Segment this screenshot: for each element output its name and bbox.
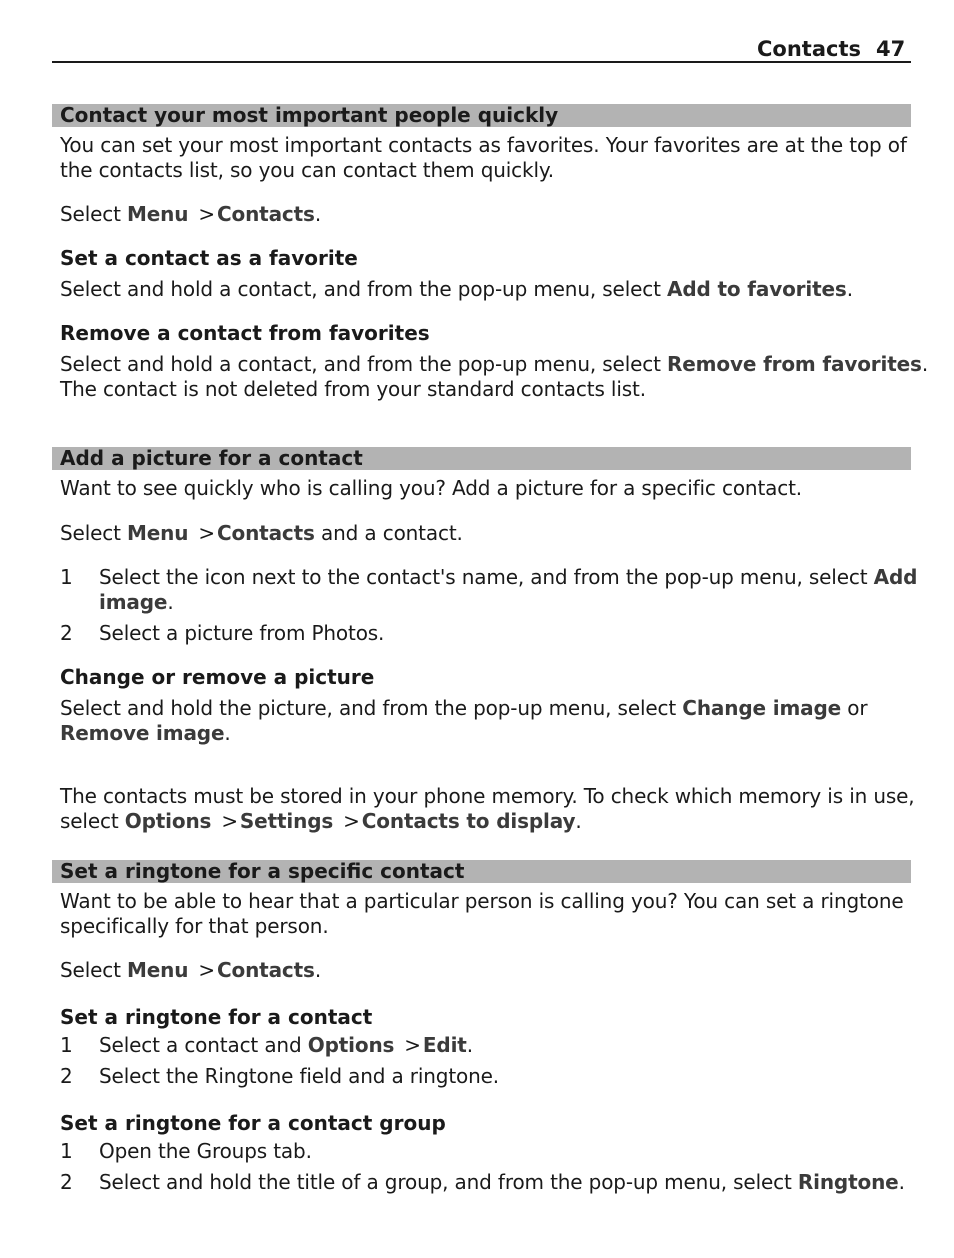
section-title: Set a ringtone for a specific contact: [60, 859, 465, 883]
section-title: Contact your most important people quickly: [60, 103, 559, 127]
paragraph-line: the contacts list, so you can contact them quickly.: [60, 158, 554, 182]
subheading-ringtone-group: Set a ringtone for a contact group: [60, 1111, 446, 1135]
paragraph-line: Select and hold the picture, and from the pop-up menu, select Change image or: [60, 696, 868, 720]
step-text: Select and hold the title of a group, and from the pop-up menu, select Ringtone.: [99, 1170, 905, 1194]
options-label: Options: [124, 809, 212, 833]
menu-label: Menu: [127, 958, 189, 982]
subheading-change-picture: Change or remove a picture: [60, 665, 375, 689]
menu-path: Select Menu > Contacts.: [60, 958, 322, 982]
menu-path: Select Menu > Contacts.: [60, 202, 322, 226]
ringtone-label: Ringtone: [797, 1170, 899, 1194]
running-title: Contacts: [757, 37, 861, 61]
add-image-label: image: [99, 590, 168, 614]
paragraph-line: specifically for that person.: [60, 914, 329, 938]
contacts-label: Contacts: [216, 521, 315, 545]
section-heading-picture: [52, 447, 911, 470]
subheading-remove-favorite: Remove a contact from favorites: [60, 321, 430, 345]
subheading-ringtone-contact: Set a ringtone for a contact: [60, 1005, 373, 1029]
menu-label: Menu: [127, 202, 189, 226]
settings-label: Settings: [239, 809, 334, 833]
menu-label: Menu: [127, 521, 189, 545]
step-text: Select a picture from Photos.: [99, 621, 385, 645]
paragraph-line: The contacts must be stored in your phone memory. To check which memory is in use,: [60, 784, 915, 808]
paragraph-line: Remove image.: [60, 721, 231, 745]
add-image-label: Add: [873, 565, 918, 589]
section-heading-favorites: [52, 104, 911, 127]
contacts-label: Contacts: [216, 958, 315, 982]
paragraph-line: The contact is not deleted from your standard contacts list.: [60, 377, 646, 401]
section-heading-ringtone: [52, 860, 911, 883]
step-number: 2: [60, 1064, 73, 1088]
paragraph-line: Want to be able to hear that a particular person is calling you? You can set a ringtone: [60, 889, 904, 913]
remove-image-label: Remove image: [60, 721, 225, 745]
menu-path: Select Menu > Contacts and a contact.: [60, 521, 463, 545]
step-text: Select a contact and Options > Edit.: [99, 1033, 473, 1057]
options-label: Options: [307, 1033, 395, 1057]
step-number: 2: [60, 1170, 73, 1194]
menu-path: select Options > Settings > Contacts to display.: [60, 809, 582, 833]
paragraph-line: Select and hold a contact, and from the pop-up menu, select Add to favorites.: [60, 277, 853, 301]
step-text: image.: [99, 590, 174, 614]
paragraph-line: Select and hold a contact, and from the pop-up menu, select Remove from favorites.: [60, 352, 929, 376]
contacts-to-display-label: Contacts to display: [361, 809, 576, 833]
contacts-label: Contacts: [216, 202, 315, 226]
add-to-favorites-label: Add to favorites: [667, 277, 847, 301]
section-title: Add a picture for a contact: [60, 446, 363, 470]
paragraph-line: Want to see quickly who is calling you? Add a picture for a specific contact.: [60, 476, 802, 500]
step-number: 1: [60, 1139, 73, 1163]
edit-label: Edit: [422, 1033, 467, 1057]
step-text: Select the icon next to the contact's name, and from the pop-up menu, select Add: [99, 565, 918, 589]
step-text: Open the Groups tab.: [99, 1139, 312, 1163]
page-number: 47: [876, 37, 906, 61]
step-text: Select the Ringtone field and a ringtone.: [99, 1064, 500, 1088]
remove-from-favorites-label: Remove from favorites: [667, 352, 922, 376]
header-rule: [52, 61, 911, 63]
paragraph-line: You can set your most important contacts as favorites. Your favorites are at the top of: [60, 133, 907, 157]
step-number: 1: [60, 565, 73, 589]
subheading-set-favorite: Set a contact as a favorite: [60, 246, 358, 270]
step-number: 2: [60, 621, 73, 645]
change-image-label: Change image: [682, 696, 842, 720]
step-number: 1: [60, 1033, 73, 1057]
